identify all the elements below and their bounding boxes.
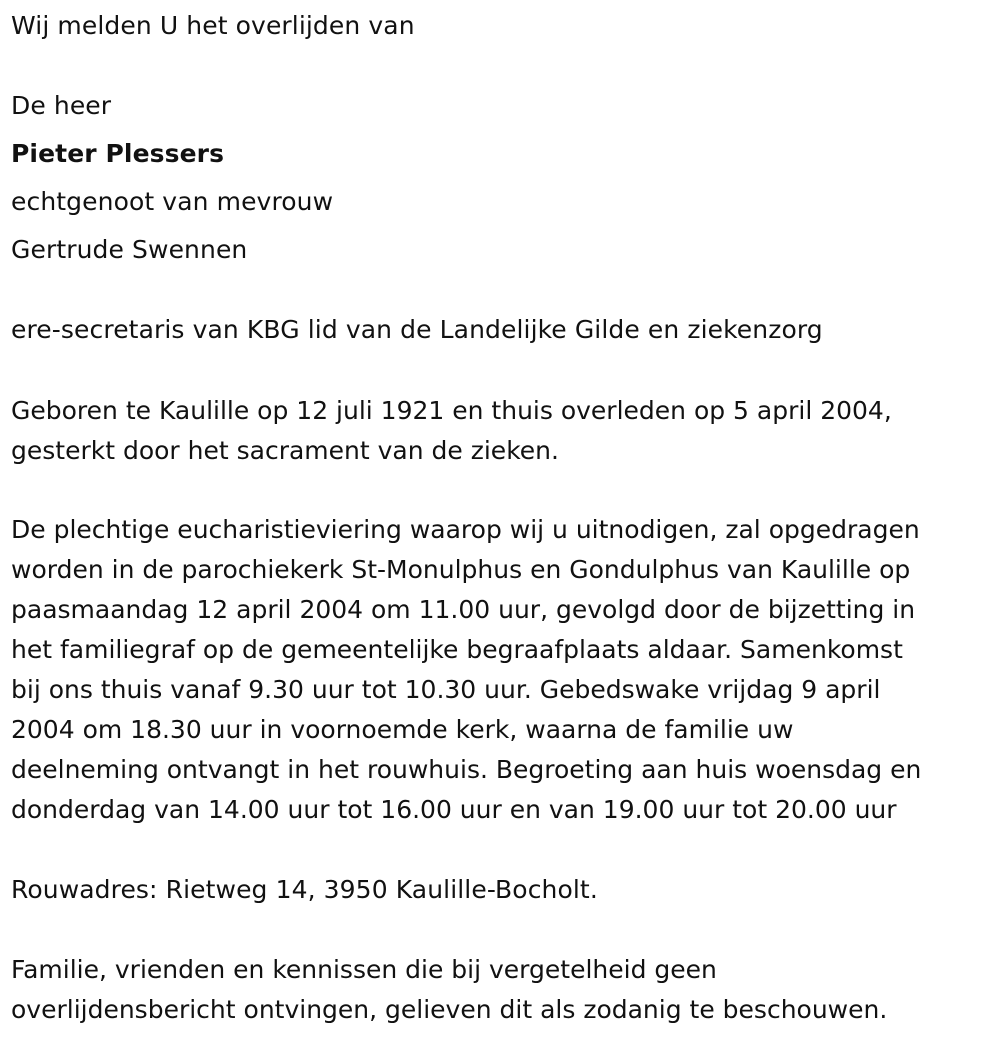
titles-text: ere-secretaris van KBG lid van de Landelijke Gilde en ziekenzorg — [11, 315, 823, 344]
paragraph-line: paasmaandag 12 april 2004 om 11.00 uur, gevolgd door de bijzetting in — [11, 595, 916, 624]
paragraph-line: worden in de parochiekerk St-Monulphus en Gondulphus van Kaulille op — [11, 555, 911, 584]
spouse-name: Gertrude Swennen — [11, 235, 248, 264]
paragraph-line: het familiegraf op de gemeentelijke begraafplaats aldaar. Samenkomst — [11, 635, 903, 664]
paragraph-line: deelneming ontvangt in het rouwhuis. Begroeting aan huis woensdag en — [11, 755, 922, 784]
paragraph-line: gesterkt door het sacrament van de zieken. — [11, 436, 559, 465]
birth-death-paragraph — [11, 391, 892, 471]
ceremony-paragraph — [11, 510, 921, 830]
salutation-text: De heer — [11, 91, 112, 120]
spouse-label: echtgenoot van mevrouw — [11, 187, 334, 216]
paragraph-line: 2004 om 18.30 uur in voornoemde kerk, waarna de familie uw — [11, 715, 794, 744]
deceased-name: Pieter Plessers — [11, 139, 225, 168]
paragraph-line: donderdag van 14.00 uur tot 16.00 uur en van 19.00 uur tot 20.00 uur — [11, 795, 897, 824]
paragraph-line: bij ons thuis vanaf 9.30 uur tot 10.30 uur. Gebedswake vrijdag 9 april — [11, 675, 881, 704]
paragraph-line: Geboren te Kaulille op 12 juli 1921 en thuis overleden op 5 april 2004, — [11, 396, 892, 425]
closing-paragraph — [11, 950, 887, 1030]
paragraph-line: overlijdensbericht ontvingen, gelieven dit als zodanig te beschouwen. — [11, 995, 888, 1024]
address-text: Rouwadres: Rietweg 14, 3950 Kaulille-Bocholt. — [11, 875, 598, 904]
paragraph-line: De plechtige eucharistieviering waarop wij u uitnodigen, zal opgedragen — [11, 515, 920, 544]
intro-text: Wij melden U het overlijden van — [11, 11, 415, 40]
paragraph-line: Familie, vrienden en kennissen die bij vergetelheid geen — [11, 955, 717, 984]
